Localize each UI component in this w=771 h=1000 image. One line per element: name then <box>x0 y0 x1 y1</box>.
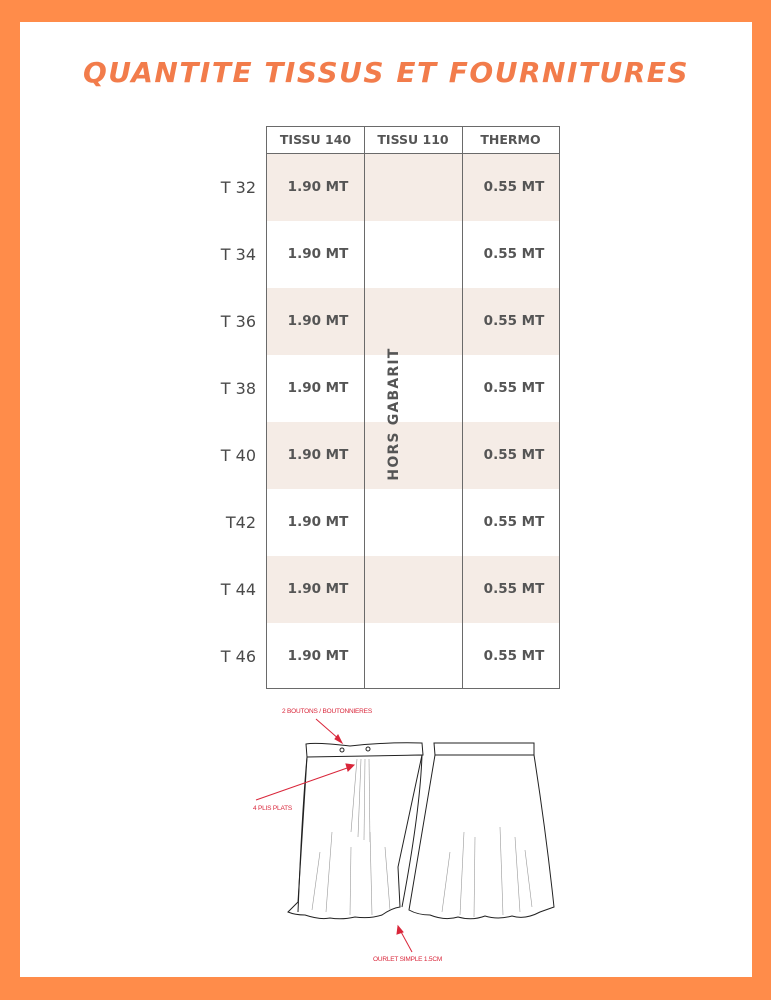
thermo-cell: 0.55 MT <box>483 447 545 463</box>
skirt-technical-drawing <box>20 22 752 977</box>
size-label: T 44 <box>220 580 256 599</box>
header-thermo: THERMO <box>480 132 541 147</box>
page-title: QUANTITE TISSUS ET FOURNITURES <box>82 56 690 89</box>
size-label: T42 <box>225 513 256 532</box>
thermo-cell: 0.55 MT <box>483 648 545 664</box>
tissu140-cell: 1.90 MT <box>287 648 349 664</box>
hors-gabarit-label: HORS GABARIT <box>386 347 402 481</box>
size-label: T 40 <box>220 446 256 465</box>
tissu140-cell: 1.90 MT <box>287 179 349 195</box>
size-label: T 38 <box>220 379 256 398</box>
size-label: T 32 <box>220 178 256 197</box>
header-tissu-110: TISSU 110 <box>377 132 449 147</box>
thermo-cell: 0.55 MT <box>483 380 545 396</box>
tissu140-cell: 1.90 MT <box>287 581 349 597</box>
size-label: T 46 <box>220 647 256 666</box>
size-label: T 36 <box>220 312 256 331</box>
size-label: T 34 <box>220 245 256 264</box>
thermo-cell: 0.55 MT <box>483 514 545 530</box>
hem-annotation: OURLET SIMPLE 1.5CM <box>373 956 443 963</box>
tissu140-cell: 1.90 MT <box>287 447 349 463</box>
tissu140-cell: 1.90 MT <box>287 246 349 262</box>
thermo-cell: 0.55 MT <box>483 179 545 195</box>
tissu140-cell: 1.90 MT <box>287 380 349 396</box>
page-sheet <box>20 22 752 977</box>
thermo-cell: 0.55 MT <box>483 313 545 329</box>
thermo-cell: 0.55 MT <box>483 581 545 597</box>
buttons-annotation: 2 BOUTONS / BOUTONNIERES <box>282 708 372 715</box>
pleats-annotation: 4 PLIS PLATS <box>253 805 293 812</box>
tissu140-cell: 1.90 MT <box>287 514 349 530</box>
thermo-cell: 0.55 MT <box>483 246 545 262</box>
tissu140-cell: 1.90 MT <box>287 313 349 329</box>
header-tissu-140: TISSU 140 <box>279 132 352 147</box>
